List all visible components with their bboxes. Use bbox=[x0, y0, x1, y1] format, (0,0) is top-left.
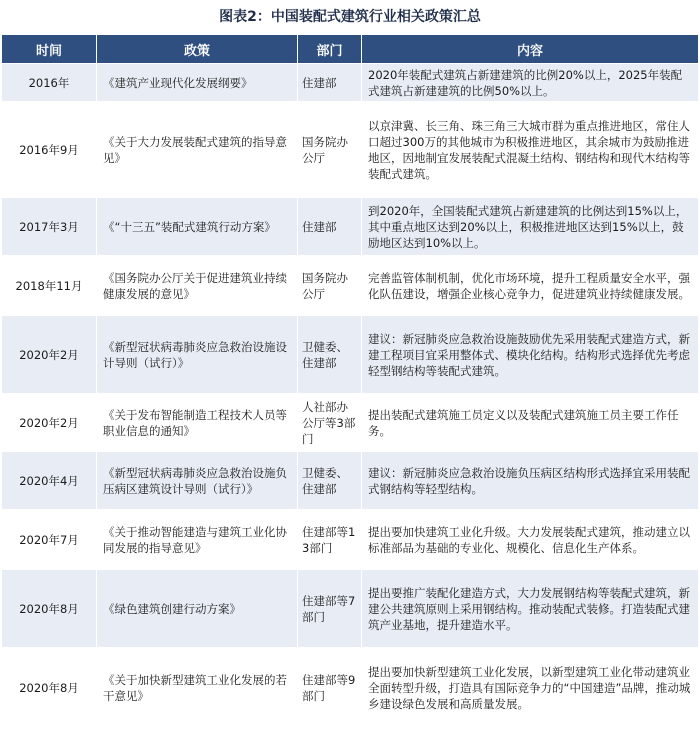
cell-dept: 住建部等9部门 bbox=[298, 648, 362, 728]
table-row bbox=[2, 648, 699, 728]
cell-content: 提出要加快建筑工业化升级。大力发展装配式建筑，推动建立以标准部品为基础的专业化、规模化、信息化生产体系。 bbox=[362, 510, 699, 570]
cell-dept: 卫健委、住建部 bbox=[298, 316, 362, 394]
cell-policy: 《“十三五”装配式建筑行动方案》 bbox=[97, 198, 298, 256]
cell-content: 到2020年，全国装配式建筑占新建建筑的比例达到15%以上，其中重点地区达到20%以上，积极推进地区达到15%以上，鼓励地区达到10%以上。 bbox=[362, 198, 699, 256]
cell-time: 2016年 bbox=[2, 64, 97, 102]
table-row bbox=[2, 510, 699, 570]
cell-dept: 住建部等7部门 bbox=[298, 570, 362, 648]
cell-dept: 卫健委、住建部 bbox=[298, 452, 362, 510]
cell-content: 提出要推广装配化建造方式，大力发展钢结构等装配式建筑，新建公共建筑原则上采用钢结构。推动装配式装修。打造装配式建筑产业基地，提升建造水平。 bbox=[362, 570, 699, 648]
cell-dept: 住建部等13部门 bbox=[298, 510, 362, 570]
table-row bbox=[2, 256, 699, 316]
cell-time: 2016年9月 bbox=[2, 102, 97, 198]
header-dept: 部门 bbox=[298, 35, 362, 64]
table-row bbox=[2, 394, 699, 452]
cell-content: 建议：新冠肺炎应急救治设施鼓励优先采用装配式建造方式，新建工程项目宜采用整体式、模块化结构。结构形式选择优先考虑轻型钢结构等装配式建筑。 bbox=[362, 316, 699, 394]
figure-title: 图表2：中国装配式建筑行业相关政策汇总 bbox=[219, 9, 481, 25]
cell-policy: 《新型冠状病毒肺炎应急救治设施设计导则（试行）》 bbox=[97, 316, 298, 394]
cell-time: 2017年3月 bbox=[2, 198, 97, 256]
cell-content: 完善监管体制机制，优化市场环境，提升工程质量安全水平，强化队伍建设，增强企业核心竞争力，促进建筑业持续健康发展。 bbox=[362, 256, 699, 316]
header-policy: 政策 bbox=[97, 35, 298, 64]
cell-policy: 《建筑产业现代化发展纲要》 bbox=[97, 64, 298, 102]
cell-dept: 住建部 bbox=[298, 198, 362, 256]
cell-content: 2020年装配式建筑占新建建筑的比例20%以上，2025年装配式建筑占新建建筑的比例50%以上。 bbox=[362, 64, 699, 102]
header-content: 内容 bbox=[362, 35, 699, 64]
cell-time: 2020年8月 bbox=[2, 570, 97, 648]
table-row bbox=[2, 570, 699, 648]
policy-table bbox=[1, 34, 699, 728]
cell-time: 2018年11月 bbox=[2, 256, 97, 316]
cell-policy: 《关于加快新型建筑工业化发展的若干意见》 bbox=[97, 648, 298, 728]
cell-policy: 《国务院办公厅关于促进建筑业持续健康发展的意见》 bbox=[97, 256, 298, 316]
cell-time: 2020年2月 bbox=[2, 394, 97, 452]
cell-dept: 人社部办公厅等3部门 bbox=[298, 394, 362, 452]
cell-content: 建议：新冠肺炎应急救治设施负压病区结构形式选择宜采用装配式钢结构等轻型结构。 bbox=[362, 452, 699, 510]
cell-policy: 《新型冠状病毒肺炎应急救治设施负压病区建筑设计导则（试行）》 bbox=[97, 452, 298, 510]
table-row bbox=[2, 316, 699, 394]
cell-content: 提出装配式建筑施工员定义以及装配式建筑施工员主要工作任务。 bbox=[362, 394, 699, 452]
cell-time: 2020年4月 bbox=[2, 452, 97, 510]
cell-policy: 《关于推动智能建造与建筑工业化协同发展的指导意见》 bbox=[97, 510, 298, 570]
cell-dept: 国务院办公厅 bbox=[298, 256, 362, 316]
cell-time: 2020年7月 bbox=[2, 510, 97, 570]
cell-time: 2020年8月 bbox=[2, 648, 97, 728]
table-row bbox=[2, 102, 699, 198]
table-row bbox=[2, 452, 699, 510]
table-row bbox=[2, 64, 699, 102]
cell-dept: 住建部 bbox=[298, 64, 362, 102]
cell-policy: 《关于大力发展装配式建筑的指导意见》 bbox=[97, 102, 298, 198]
cell-content: 以京津冀、长三角、珠三角三大城市群为重点推进地区，常住人口超过300万的其他城市为积极推进地区，其余城市为鼓励推进地区，因地制宜发展装配式混凝土结构、钢结构和现代木结构等装配式建筑。 bbox=[362, 102, 699, 198]
cell-policy: 《绿色建筑创建行动方案》 bbox=[97, 570, 298, 648]
cell-dept: 国务院办公厅 bbox=[298, 102, 362, 198]
header-time: 时间 bbox=[2, 35, 97, 64]
cell-content: 提出要加快新型建筑工业化发展，以新型建筑工业化带动建筑业全面转型升级，打造具有国际竞争力的“中国建造”品牌，推动城乡建设绿色发展和高质量发展。 bbox=[362, 648, 699, 728]
cell-policy: 《关于发布智能制造工程技术人员等职业信息的通知》 bbox=[97, 394, 298, 452]
table-row bbox=[2, 198, 699, 256]
cell-time: 2020年2月 bbox=[2, 316, 97, 394]
header-row bbox=[2, 35, 699, 64]
